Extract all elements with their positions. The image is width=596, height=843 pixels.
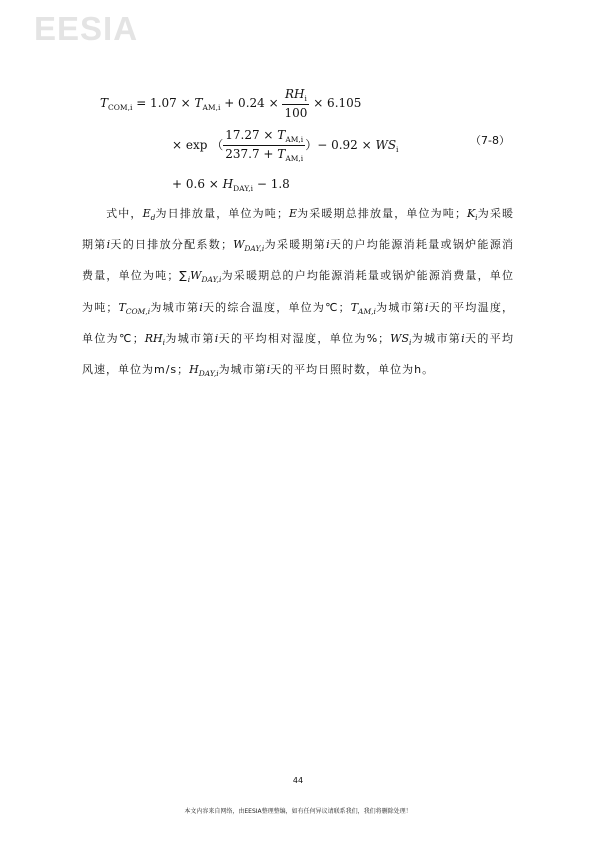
t-am-subscript: AM,i [285, 135, 304, 144]
fraction-numerator [282, 87, 309, 105]
e-symbol: E [288, 207, 297, 220]
t-am-symbol: T [194, 96, 203, 110]
text-run: 为采暖期总的户均能源消耗量或锅炉能源消费量，单位为吨； [82, 269, 514, 314]
fraction-denominator: 100 [284, 106, 308, 120]
ws-subscript: i [409, 337, 412, 347]
footer-disclaimer: 本文内容来自网络，由EESIA整理整编，如有任何异议请联系我们，我们将删除处理！ [184, 808, 412, 815]
equation-term: + 0.24 × [220, 96, 283, 110]
numerator-term: 17.27 × [225, 128, 278, 142]
t-am-subscript: AM,i [358, 306, 376, 316]
equation-term: − 1.8 [253, 177, 290, 191]
text-run: 为采暖期第 [264, 238, 327, 252]
equation-number: （7-8） [470, 134, 510, 147]
t-am-subscript: AM,i [202, 103, 221, 112]
text-run: 为城市第 [150, 300, 200, 314]
w-subscript: DAY,i [244, 244, 265, 254]
paragraph-text [82, 200, 514, 387]
text-run: 天的平均相对湿度，单位为%； [218, 331, 391, 345]
text-run: 为城市第 [411, 331, 462, 345]
i-symbol: i [266, 362, 271, 376]
equation-term: ）− 0.92 × [305, 138, 376, 152]
equation-term: = 1.07 × [132, 96, 195, 110]
text-run: 天的日排放分配系数； [110, 238, 234, 252]
i-symbol: i [214, 331, 219, 345]
text-run: 为采暖期总排放量，单位为吨； [296, 207, 467, 220]
rh-subscript: i [162, 337, 166, 347]
rh-symbol: RH [144, 331, 163, 345]
page-number: 44 [292, 776, 304, 785]
w-subscript: DAY,i [201, 275, 222, 285]
text-run: 天的综合温度，单位为℃； [202, 300, 351, 314]
text-run: 为采暖期第 [82, 207, 514, 252]
i-symbol: i [326, 238, 330, 252]
rh-symbol: RH [284, 87, 305, 101]
equation-term: × 6.105 [309, 96, 362, 110]
denominator-term: 237.7 + [225, 147, 278, 161]
ed-subscript: d [150, 213, 156, 223]
sum-symbol: ∑ [179, 269, 188, 283]
h-symbol: H [222, 177, 234, 191]
ws-symbol: WS [390, 331, 410, 345]
i-symbol: i [199, 300, 203, 314]
k-symbol: K [466, 207, 476, 220]
exp-function: × exp （ [172, 138, 224, 152]
equation-line-1 [100, 87, 361, 120]
text-run: 天的平均日照时数，单位为h。 [270, 362, 435, 376]
text-run: 天的平均风速，单位为m/s； [82, 331, 515, 376]
text-run: 天的平均温度，单位为℃； [82, 300, 515, 345]
ws-subscript: i [396, 145, 399, 154]
t-am-subscript: AM,i [285, 154, 304, 163]
temperature-fraction [223, 128, 305, 163]
text-run: 为城市第 [165, 331, 215, 345]
i-symbol: i [425, 300, 429, 314]
t-com-symbol: T [100, 96, 109, 110]
w-symbol: W [190, 269, 202, 283]
equation-term: + 0.6 × [172, 177, 223, 191]
h-subscript: DAY,i [233, 184, 254, 193]
t-am-symbol: T [277, 147, 286, 161]
t-am-symbol: T [277, 128, 286, 142]
sum-subscript: i [187, 275, 191, 285]
text-run: 天的户均能源消耗量或锅炉能源消费量，单位为吨； [82, 238, 515, 283]
i-symbol: i [106, 238, 111, 252]
text-run: 式中， [106, 207, 143, 220]
t-com-subscript: COM,i [108, 103, 133, 112]
equation-line-2 [172, 128, 398, 163]
definitions-paragraph [82, 200, 514, 387]
fraction-numerator [223, 128, 305, 146]
text-run: 为城市第 [375, 300, 425, 314]
t-com-subscript: COM,i [125, 306, 151, 316]
rh-subscript: i [304, 94, 307, 103]
ed-symbol: E [142, 207, 151, 220]
text-run: 为城市第 [218, 362, 267, 376]
w-symbol: W [233, 238, 245, 252]
h-symbol: H [189, 362, 199, 376]
i-symbol: i [461, 331, 465, 345]
t-am-symbol: T [350, 300, 359, 314]
eesia-logo: EESIA [34, 10, 139, 47]
text-run: 为日排放量，单位为吨； [155, 207, 289, 220]
ws-symbol: WS [375, 138, 397, 152]
t-com-symbol: T [118, 300, 126, 314]
equation-line-3 [172, 177, 290, 193]
k-subscript: i [475, 213, 478, 223]
rh-fraction [282, 87, 309, 120]
fraction-denominator [223, 146, 305, 163]
h-subscript: DAY,i [198, 369, 219, 379]
